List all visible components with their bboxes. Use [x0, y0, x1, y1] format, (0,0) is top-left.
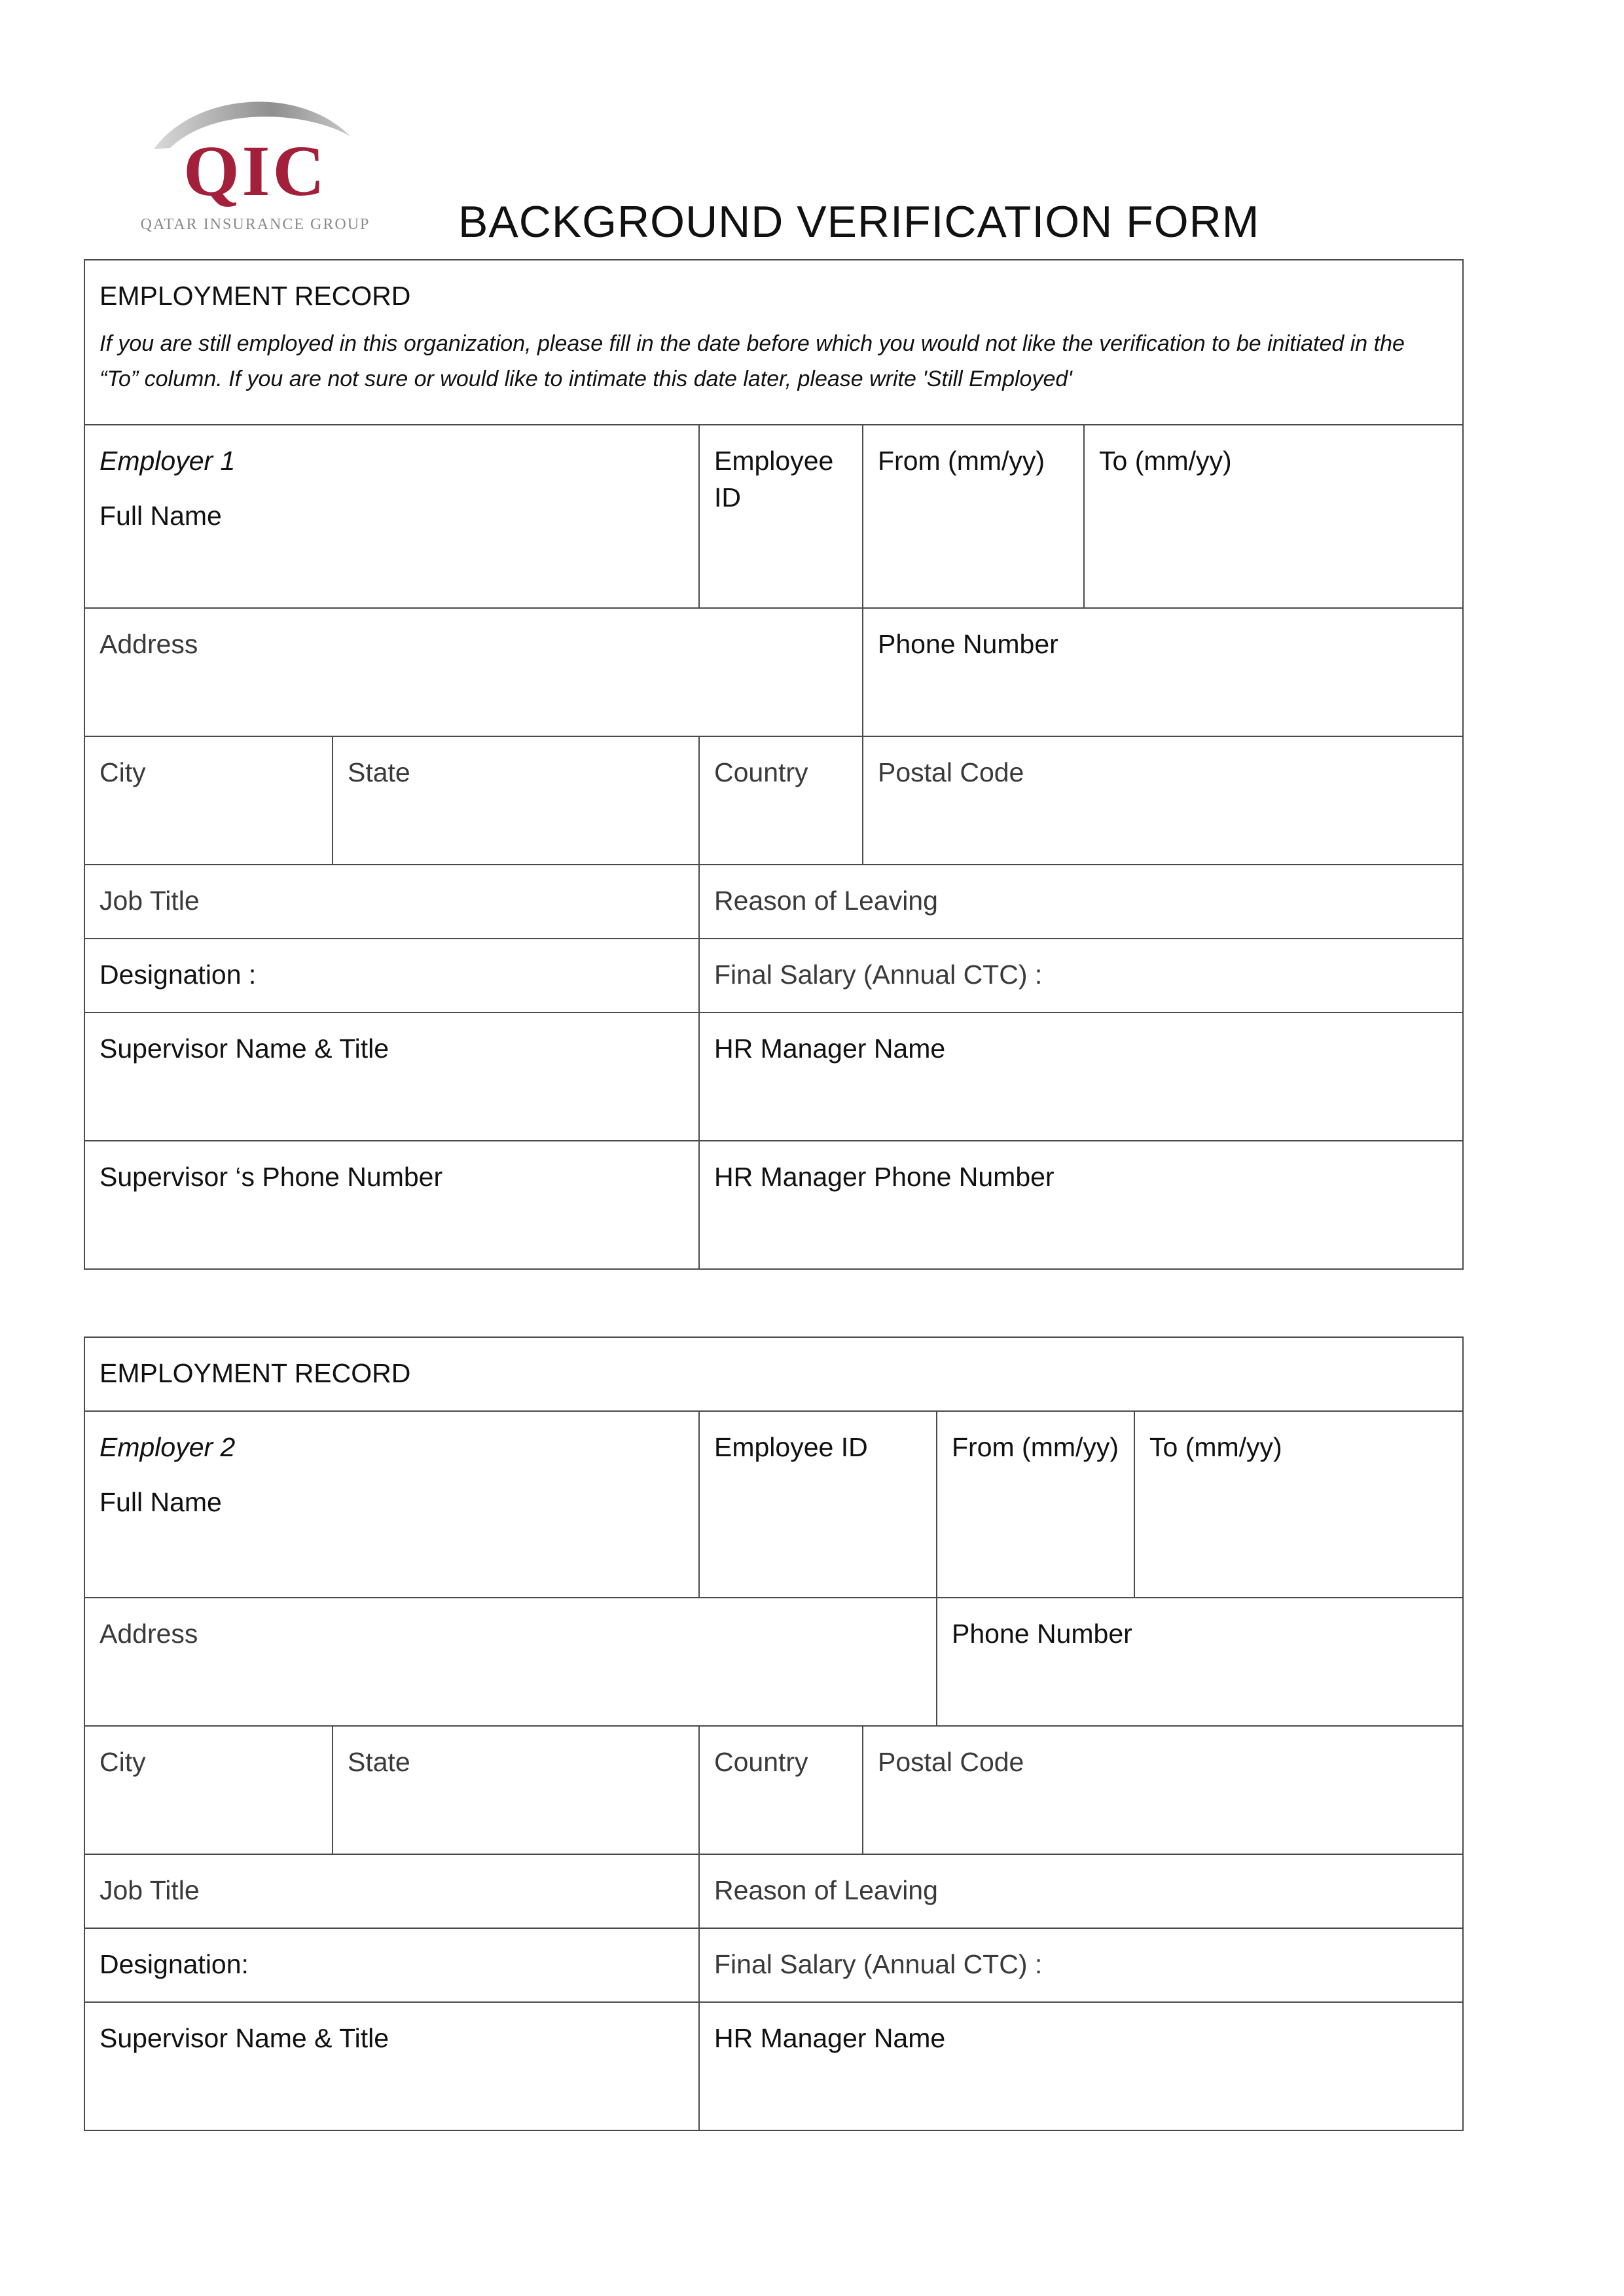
- final-salary-cell[interactable]: [699, 939, 1463, 1013]
- state-cell[interactable]: [333, 736, 699, 865]
- supervisor-name-label: Supervisor Name & Title: [99, 1033, 389, 1064]
- record-2-header: [84, 1337, 1463, 1411]
- address-label: Address: [99, 629, 198, 659]
- full-name-label: Full Name: [99, 1487, 222, 1517]
- job-title-cell[interactable]: [84, 865, 699, 939]
- hr-manager-name-cell[interactable]: [699, 1013, 1463, 1141]
- postal-code-label: Postal Code: [878, 1747, 1024, 1777]
- reason-of-leaving-cell[interactable]: [699, 865, 1463, 939]
- state-label: State: [348, 1747, 410, 1777]
- hr-manager-name-cell[interactable]: [699, 2002, 1463, 2130]
- employer-2-full-name-cell[interactable]: [84, 1411, 699, 1598]
- city-label: City: [99, 757, 146, 787]
- supervisor-name-label: Supervisor Name & Title: [99, 2023, 389, 2053]
- city-cell[interactable]: [84, 736, 333, 865]
- employer-2-label: Employer 2: [99, 1432, 236, 1462]
- from-date-cell[interactable]: [863, 425, 1084, 608]
- designation-cell[interactable]: [84, 939, 699, 1013]
- phone-number-cell[interactable]: [863, 608, 1463, 736]
- to-date-cell[interactable]: [1084, 425, 1463, 608]
- to-date-label: To (mm/yy): [1149, 1432, 1282, 1462]
- record-2-heading: EMPLOYMENT RECORD: [99, 1358, 411, 1388]
- logo-subtitle: QATAR INSURANCE GROUP: [140, 216, 370, 233]
- reason-of-leaving-cell[interactable]: [699, 1854, 1463, 1928]
- qic-logo-mark: [134, 97, 376, 215]
- supervisor-phone-cell[interactable]: [84, 1141, 699, 1269]
- record-1-header: [84, 260, 1463, 425]
- record-1-heading: EMPLOYMENT RECORD: [99, 281, 411, 311]
- state-cell[interactable]: [333, 1726, 699, 1854]
- reason-of-leaving-label: Reason of Leaving: [714, 886, 938, 916]
- supervisor-name-cell[interactable]: [84, 1013, 699, 1141]
- to-date-cell[interactable]: [1134, 1411, 1463, 1598]
- supervisor-phone-label: Supervisor ‘s Phone Number: [99, 1162, 443, 1192]
- employee-id-label: Employee ID: [714, 446, 834, 512]
- country-label: Country: [714, 1747, 808, 1777]
- postal-code-label: Postal Code: [878, 757, 1024, 787]
- hr-manager-name-label: HR Manager Name: [714, 1033, 946, 1064]
- from-date-label: From (mm/yy): [878, 446, 1045, 476]
- job-title-label: Job Title: [99, 886, 200, 916]
- final-salary-cell[interactable]: [699, 1928, 1463, 2002]
- employee-id-label: Employee ID: [714, 1432, 868, 1462]
- final-salary-label: Final Salary (Annual CTC) :: [714, 1949, 1043, 1979]
- employer-1-label: Employer 1: [99, 446, 236, 476]
- city-cell[interactable]: [84, 1726, 333, 1854]
- final-salary-label: Final Salary (Annual CTC) :: [714, 960, 1043, 990]
- country-label: Country: [714, 757, 808, 787]
- postal-code-cell[interactable]: [863, 1726, 1463, 1854]
- employment-record-2: [84, 1336, 1464, 2131]
- designation-label: Designation:: [99, 1949, 249, 1979]
- phone-number-label: Phone Number: [878, 629, 1058, 659]
- postal-code-cell[interactable]: [863, 736, 1463, 865]
- svg-text:QIC: QIC: [183, 131, 327, 211]
- to-date-label: To (mm/yy): [1099, 446, 1232, 476]
- hr-manager-phone-cell[interactable]: [699, 1141, 1463, 1269]
- country-cell[interactable]: [699, 1726, 863, 1854]
- record-1-note: If you are still employed in this organization, please fill in the date before which you would not like the verification to be initiated in the “To” column. If you are not sure or would like to intimate this date later, please write 'Still Employed': [99, 331, 1405, 391]
- employee-id-cell[interactable]: [699, 1411, 937, 1598]
- page-title: BACKGROUND VERIFICATION FORM: [458, 197, 1260, 247]
- hr-manager-phone-label: HR Manager Phone Number: [714, 1162, 1055, 1192]
- employment-record-1: [84, 259, 1464, 1270]
- full-name-label: Full Name: [99, 501, 222, 531]
- employee-id-cell[interactable]: [699, 425, 863, 608]
- qic-logo: [134, 97, 376, 244]
- job-title-label: Job Title: [99, 1875, 200, 1905]
- address-cell[interactable]: [84, 1598, 937, 1726]
- job-title-cell[interactable]: [84, 1854, 699, 1928]
- hr-manager-name-label: HR Manager Name: [714, 2023, 946, 2053]
- city-label: City: [99, 1747, 146, 1777]
- reason-of-leaving-label: Reason of Leaving: [714, 1875, 938, 1905]
- employer-1-full-name-cell[interactable]: [84, 425, 699, 608]
- from-date-label: From (mm/yy): [952, 1432, 1119, 1462]
- phone-number-label: Phone Number: [952, 1619, 1132, 1649]
- address-label: Address: [99, 1619, 198, 1649]
- phone-number-cell[interactable]: [937, 1598, 1463, 1726]
- designation-label: Designation :: [99, 960, 257, 990]
- country-cell[interactable]: [699, 736, 863, 865]
- designation-cell[interactable]: [84, 1928, 699, 2002]
- state-label: State: [348, 757, 410, 787]
- supervisor-name-cell[interactable]: [84, 2002, 699, 2130]
- from-date-cell[interactable]: [937, 1411, 1134, 1598]
- address-cell[interactable]: [84, 608, 863, 736]
